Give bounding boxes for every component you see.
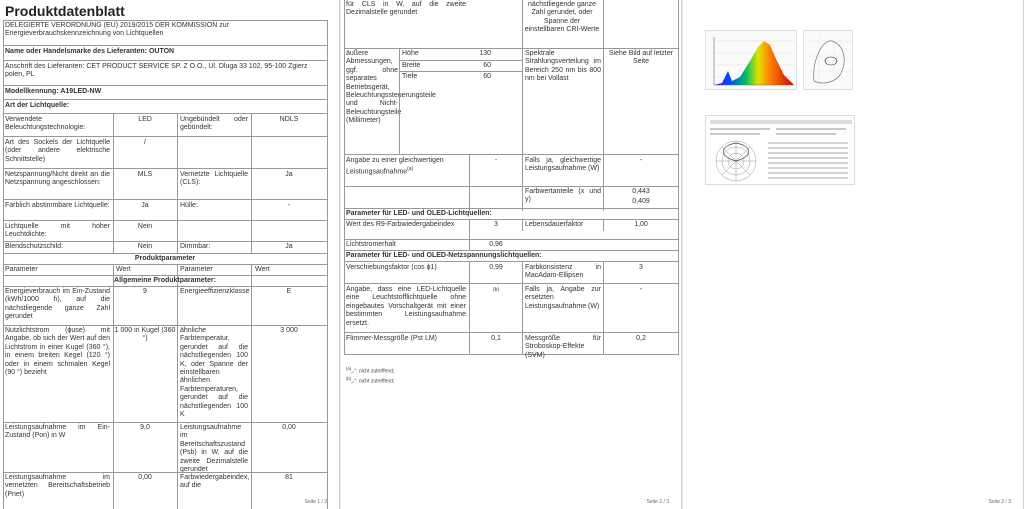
power-on-label: Leistungsaufnahme im Ein-Zustand (Pon) in W <box>5 424 110 440</box>
page-title: Produktdatenblatt <box>5 3 125 19</box>
color-consistency-label: Farbkonsistenz in MacAdam-Ellipsen <box>525 264 601 280</box>
mains-label: Netzspannung/Nicht direkt an die Netzspannung angeschlossen: <box>5 171 110 187</box>
equivalent-power-w-value: - <box>639 157 643 164</box>
stroboscopic-value: 0,2 <box>636 335 646 342</box>
cls-label: Vernetzte Lichtquelle (CLS): <box>180 171 248 187</box>
cct-value: 3 000 <box>280 327 298 334</box>
equivalent-power-w-label: Falls ja, gleichwertige Leistungsaufnahme (W) <box>525 157 601 173</box>
lumen-maintenance-label: Lichtstromerhalt <box>346 241 396 248</box>
led-params-header: Parameter für LED- und OLED-Lichtquellen: <box>346 210 492 217</box>
col-param: Parameter <box>5 266 38 273</box>
col-param-2: Parameter <box>180 266 213 273</box>
width-value: 60 <box>483 62 491 69</box>
socket-label: Art des Sockels der Lichtquelle (oder andere elektrische Schnittstelle) <box>5 139 110 163</box>
replaced-power-value: - <box>639 286 643 293</box>
r9-label: Wert des R9-Farbwiedergabeindex <box>346 221 455 228</box>
spectrum-image <box>705 30 797 90</box>
dimmable-value: Ja <box>285 243 293 250</box>
cls-standby-cont: für CLS in W, auf die zweite Dezimalstelle gerundet <box>346 1 466 17</box>
flux-label: Nutzlichtstrom (ϕuse) mit Angabe, ob sich der Wert auf den Lichtstrom in einer Kugel (360 °), in einem breiten Kegel (120 °) oder in einem schmalen Kegel (90 °) bezieht <box>5 327 110 377</box>
width-label: Breite <box>402 62 421 69</box>
color-consistency-value: 3 <box>639 264 643 271</box>
height-value: 130 <box>479 50 491 57</box>
envelope-label: Hülle: <box>180 202 198 209</box>
page-number: Seite 1 / 3 <box>304 499 327 505</box>
tech-label: Verwendete Beleuchtungstechnologie: <box>5 116 86 132</box>
general-header: Allgemeine Produktparameter: <box>114 277 216 284</box>
equivalent-power-label: Angabe zu einer gleichwertigen Leistungsaufnahme$^{(a)}$ <box>346 157 444 176</box>
network-standby-label: Leistungsaufnahme im vernetzten Bereitschaftsbetrieb (Pnet) <box>5 474 110 498</box>
col-value: Wert <box>116 266 131 273</box>
power-on-value: 9,0 <box>140 424 150 431</box>
envelope-value: - <box>287 202 291 209</box>
datasheet-page-3 <box>683 0 1024 509</box>
light-source-type: Art der Lichtquelle: <box>5 102 70 109</box>
mains-value: MLS <box>137 171 153 178</box>
dimensions-label: äußere Abmessungen, ggf. ohne separates Betriebsgerät, Beleuchtungssteuerungsteile und Nicht-Beleuchtungsteile (Millimeter) <box>346 50 436 125</box>
datasheet-page-1 <box>0 0 340 509</box>
lumen-maintenance-value: 0,96 <box>489 241 503 248</box>
cls-value: Ja <box>285 171 293 178</box>
tunable-label: Farblich abstimmbare Lichtquelle: <box>5 202 110 209</box>
page-number: Seite 3 / 3 <box>988 499 1011 505</box>
socket-value: / <box>144 139 146 146</box>
focus-value: NDLS <box>279 116 299 123</box>
flux-value: 1 000 in Kugel (360 °) <box>114 327 176 343</box>
high-luminance-value: Nein <box>137 223 153 230</box>
energy-label: Energieverbrauch im Ein-Zustand (kWh/1000 h), auf die nächstliegende ganze Zahl gerundet <box>5 288 110 321</box>
mains-params-header: Parameter für LED- und OLED-Netzspannungslichtquellen: <box>346 252 542 259</box>
standby-value: 0,00 <box>282 424 296 431</box>
flicker-value: 0,1 <box>491 335 501 342</box>
flicker-label: Flimmer-Messgröße (Pst LM) <box>346 335 438 342</box>
displacement-value: 0,99 <box>489 264 503 271</box>
displacement-label: Verschiebungsfaktor (cos ϕ1) <box>346 264 437 271</box>
tunable-value: Ja <box>141 202 149 209</box>
cri-value: 81 <box>285 474 293 481</box>
page-number: Seite 2 / 3 <box>646 499 669 505</box>
efficiency-class-label: Energieeffizienzklasse <box>180 288 250 295</box>
footnote-a: $^{(a)}$„-“: nicht zutreffend; <box>346 366 395 375</box>
chromaticity-diagram-image <box>803 30 853 90</box>
depth-value: 60 <box>483 73 491 80</box>
dimmable-label: Dimmbar: <box>180 243 211 250</box>
chromaticity-x: 0,443 <box>632 188 650 195</box>
glare-value: Nein <box>137 243 153 250</box>
high-luminance-label: Lichtquelle mit hoher Leuchtdichte: <box>5 223 110 239</box>
col-value-2: Wert <box>255 266 270 273</box>
efficiency-class-value: E <box>286 288 292 295</box>
spectrum-label: Spektrale Strahlungsverteilung im Bereich 250 nm bis 800 nm bei Vollast <box>525 50 601 83</box>
tech-value: LED <box>138 116 152 123</box>
photometric-report-image <box>705 115 855 185</box>
supplier-address: Anschrift des Lieferanten: CET PRODUCT SERVICE SP. Z O.O., Ul. Dluga 33 102, 95-100 Zgierz polen, PL <box>5 63 308 79</box>
r9-value: 3 <box>494 221 498 228</box>
model-id: Modellkennung: A19LED-NW <box>5 88 102 95</box>
survival-label: Lebensdauerfaktor <box>525 221 584 228</box>
stroboscopic-label: Messgröße für Stroboskop-Effekte (SVM) <box>525 335 601 359</box>
supplier-name: Name oder Handelsmarke des Lieferanten: OUTON <box>5 48 175 55</box>
energy-value: 9 <box>143 288 147 295</box>
cri-label: Farbwiedergabeindex, auf die <box>180 474 250 490</box>
params-header: Produktparameter <box>134 255 196 262</box>
chromaticity-y: 0,409 <box>632 198 650 205</box>
glare-label: Blendschutzschild: <box>5 243 63 250</box>
survival-value: 1,00 <box>634 221 648 228</box>
replaced-power-label: Falls ja, Angabe zur ersetzten Leistungsaufnahme (W) <box>525 286 601 310</box>
spectrum-value: Siehe Bild auf letzter Seite <box>608 50 674 66</box>
height-label: Höhe <box>402 50 419 57</box>
standby-label: Leistungsaufnahme im Bereitschaftszustand (Psb) in W, auf die zweite Dezimalstelle gerundet <box>180 424 248 474</box>
chromaticity-label: Farbwertanteile (x und y) <box>525 188 601 204</box>
focus-label: Ungebündelt oder gebündelt: <box>180 116 248 132</box>
equivalent-power-value: - <box>494 157 498 164</box>
network-standby-value: 0,00 <box>138 474 152 481</box>
depth-label: Tiefe <box>402 73 418 80</box>
datasheet-page-2 <box>341 0 682 509</box>
fluorescent-replacement-label: Angabe, dass eine LED-Lichtquelle eine Leuchtstofflichtquelle ohne eingebautes Vorschaltgerät mit einer bestimmten Leistungsaufnahme ersetzt. <box>346 286 466 327</box>
cri-cont: nächstliegende ganze Zahl gerundet, oder Spanne der einstellbaren CRI-Werte <box>524 1 600 34</box>
fluorescent-replacement-value: (b) <box>492 287 500 293</box>
cct-label: ähnliche Farbtemperatur, gerundet auf die nächstliegenden 100 K, oder Spanne der einstellbaren ähnlichen Farbtemperaturen, gerundet auf die nächstliegenden 100 K <box>180 327 248 419</box>
regulation-text: DELEGIERTE VERORDNUNG (EU) 2019/2015 DER KOMMISSION zur Energieverbrauchskennzeichnung von Lichtquellen <box>5 22 229 38</box>
footnote-b: $^{(b)}$„-“: nicht zutreffend; <box>346 376 395 385</box>
